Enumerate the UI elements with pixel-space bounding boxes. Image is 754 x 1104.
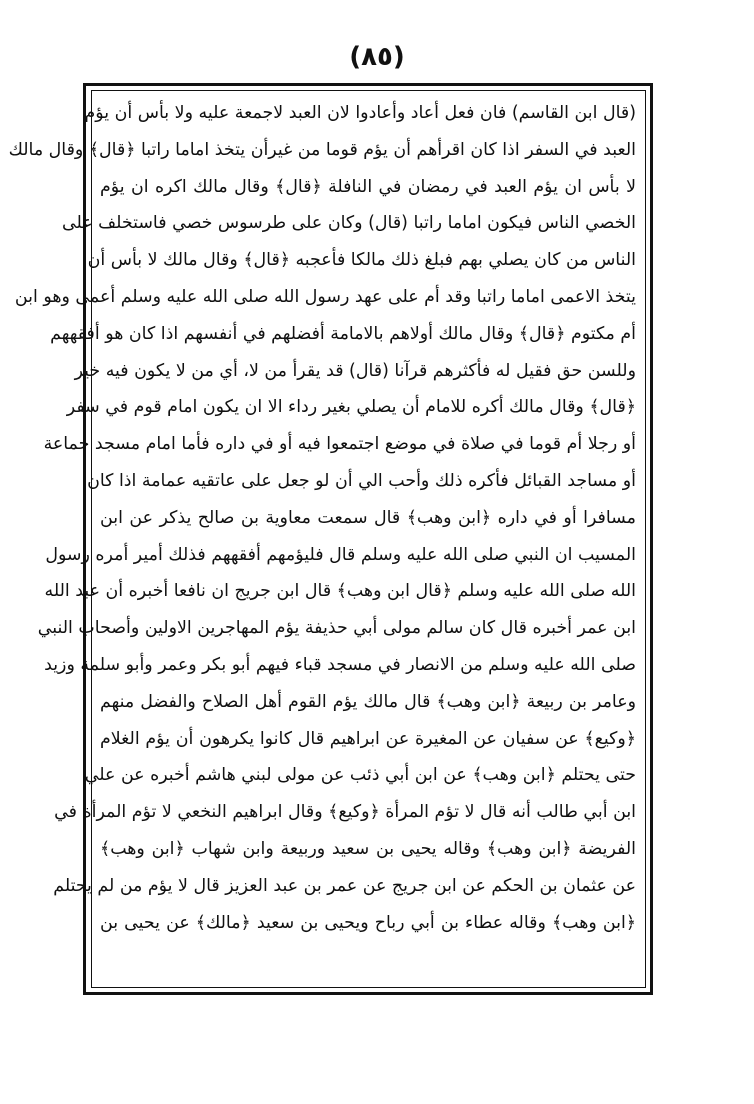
text-line: وللسن حق فقيل له فأكثرهم قرآنا (قال) قد يقرأ من لا، أي من لا يكون فيه خير [74,360,636,381]
text-line: ابن أبي طالب أنه قال لا تؤم المرأة ﴿وكيع﴾ وقال ابراهيم النخعي لا تؤم المرأة في [54,802,636,823]
text-line: ابن عمر أخبره قال كان سالم مولى أبي حذيفة يؤم المهاجرين الاولين وأصحاب النبي [37,618,636,639]
text-line: ﴿وكيع﴾ عن سفيان عن المغيرة عن ابراهيم قال كانوا يكرهون أن يؤم الغلام [100,728,636,749]
text-line: أم مكتوم ﴿قال﴾ وقال مالك أولاهم بالامامة أفضلهم في أنفسهم اذا كان هو أفقههم [50,323,636,344]
text-line: الله صلى الله عليه وسلم ﴿قال ابن وهب﴾ قال ابن جريج ان نافعا أخبره أن عبد الله [44,581,636,602]
text-line: عن عثمان بن الحكم عن ابن جريج عن عمر بن عبد العزيز قال لا يؤم من لم يحتلم [53,875,636,896]
page-number: (٨٥) [349,42,405,72]
text-line: وعامر بن ربيعة ﴿ابن وهب﴾ قال مالك يؤم القوم أهل الصلاح والفضل منهم [100,691,636,712]
text-line: أو مساجد القبائل فأكره ذلك وأحب الي أن لو جعل على عاتقيه عمامة اذا كان [87,470,636,491]
text-line: صلى الله عليه وسلم من الانصار في مسجد قباء فيهم أبو بكر وعمر وأبو سلمة وزيد [44,654,636,675]
text-line: ﴿قال﴾ وقال مالك أكره للامام أن يصلي بغير رداء الا ان يكون امام قوم في سفر [66,397,636,418]
text-line: (قال ابن القاسم) فان فعل أعاد وأعادوا لان العبد لاجمعة عليه ولا بأس أن يؤم [84,103,636,123]
text-line: ﴿ابن وهب﴾ وقاله عطاء بن أبي رباح ويحيى بن سعيد ﴿مالك﴾ عن يحيى بن [100,912,636,933]
text-line: المسيب ان النبي صلى الله عليه وسلم قال فليؤمهم أفقههم فذلك أمير أمره رسول [45,544,636,565]
text-line: الخصي الناس فيكون اماما راتبا (قال) وكان على طرسوس خصي فاستخلف على [61,213,636,234]
body-text [8,95,636,941]
text-line: يتخذ الاعمى اماما راتبا وقد أم على عهد رسول الله صلى الله عليه وسلم أعمى وهو ابن [14,286,636,307]
text-line: أو رجلا أم قوما في صلاة في موضع اجتمعوا فيه أو في داره فأما امام مسجد جماعة [43,434,636,455]
text-line: مسافرا أو في داره ﴿ابن وهب﴾ قال سمعت معاوية بن صالح يذكر عن ابن [100,507,636,528]
text-line: الفريضة ﴿ابن وهب﴾ وقاله يحيى بن سعيد وربيعة وابن شهاب ﴿ابن وهب﴾ [100,838,636,859]
text-line: لا بأس ان يؤم العبد في رمضان في النافلة ﴿قال﴾ وقال مالك اكره ان يؤم [100,176,636,197]
text-line: الناس من كان يصلي بهم فبلغ ذلك مالكا فأعجبه ﴿قال﴾ وقال مالك لا بأس أن [87,250,636,271]
text-line: حتى يحتلم ﴿ابن وهب﴾ عن ابن أبي ذئب عن مولى لبني هاشم أخبره عن علي [84,765,636,786]
text-line: العبد في السفر اذا كان اقرأهم أن يؤم قوما من غيرأن يتخذ اماما راتبا ﴿قال﴾ وقال مالك [8,139,636,160]
